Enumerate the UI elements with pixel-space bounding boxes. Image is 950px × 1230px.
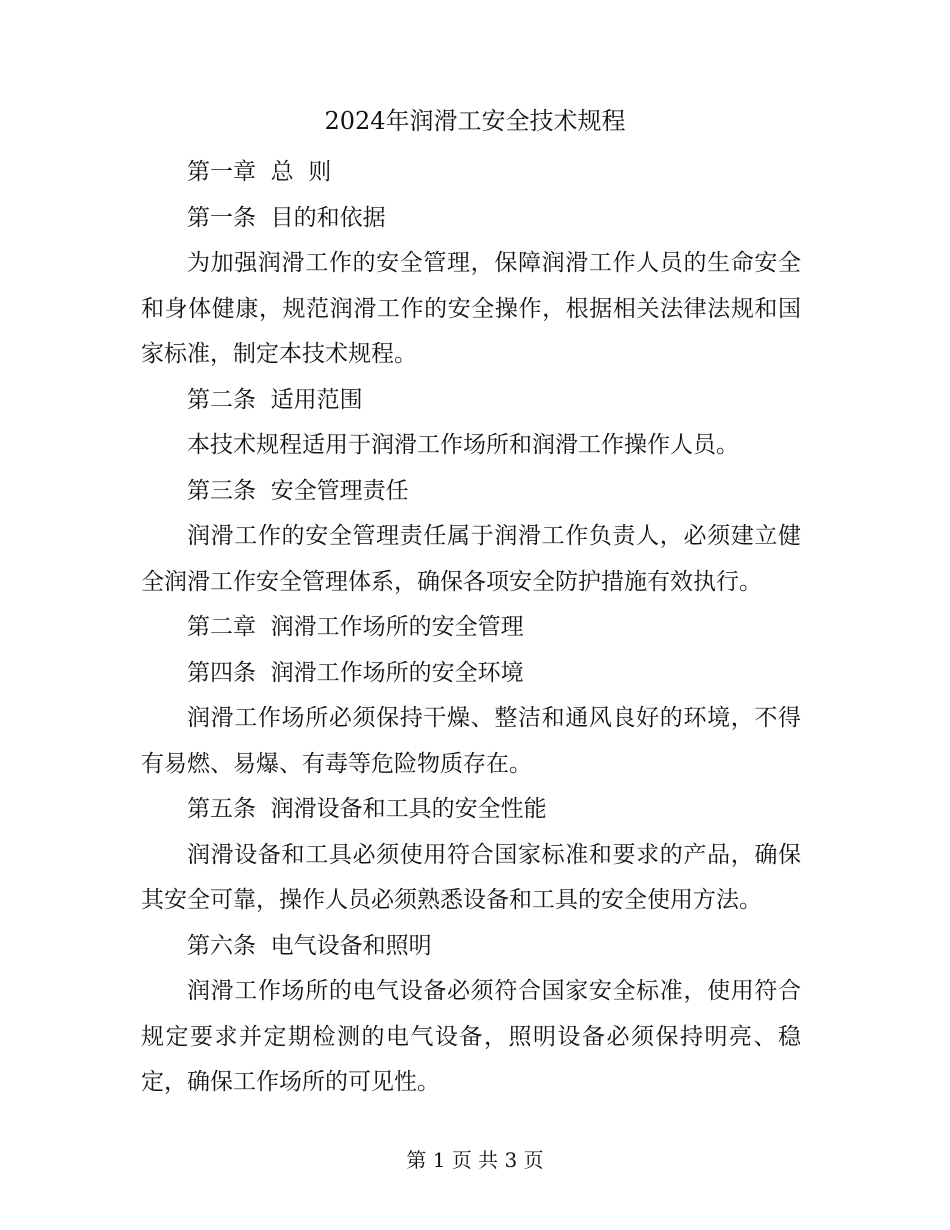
article-heading: 第四条 润滑工作场所的安全环境 bbox=[187, 659, 524, 686]
article-paragraph: 润滑设备和工具必须使用符合国家标准和要求的产品，确保其安全可靠，操作人员必须熟悉设备和工具的安全使用方法。 bbox=[141, 841, 801, 913]
page-number-footer: 第 1 页 共 3 页 bbox=[406, 1148, 544, 1172]
article-heading: 第五条 润滑设备和工具的安全性能 bbox=[187, 796, 547, 822]
document-title: 2024年润滑工安全技术规程 bbox=[324, 107, 626, 135]
chapter-heading: 第一章 总 则 bbox=[187, 159, 332, 185]
article-paragraph: 润滑工作的安全管理责任属于润滑工作负责人，必须建立健全润滑工作安全管理体系，确保各项安全防护措施有效执行。 bbox=[141, 523, 801, 595]
chapter-heading: 第二章 润滑工作场所的安全管理 bbox=[187, 614, 524, 640]
article-heading: 第三条 安全管理责任 bbox=[187, 477, 409, 504]
article-heading: 第六条 电气设备和照明 bbox=[187, 932, 432, 959]
article-heading: 第一条 目的和依据 bbox=[187, 204, 386, 231]
article-heading: 第二条 适用范围 bbox=[187, 386, 363, 413]
document-body bbox=[141, 150, 801, 1106]
article-paragraph: 润滑工作场所的电气设备必须符合国家安全标准，使用符合规定要求并定期检测的电气设备，照明设备必须保持明亮、稳定，确保工作场所的可见性。 bbox=[141, 978, 801, 1095]
article-paragraph: 为加强润滑工作的安全管理，保障润滑工作人员的生命安全和身体健康，规范润滑工作的安全操作，根据相关法律法规和国家标准，制定本技术规程。 bbox=[141, 250, 801, 367]
article-paragraph: 润滑工作场所必须保持干燥、整洁和通风良好的环境，不得有易燃、易爆、有毒等危险物质存在。 bbox=[141, 705, 801, 777]
article-paragraph: 本技术规程适用于润滑工作场所和润滑工作操作人员。 bbox=[187, 432, 739, 458]
